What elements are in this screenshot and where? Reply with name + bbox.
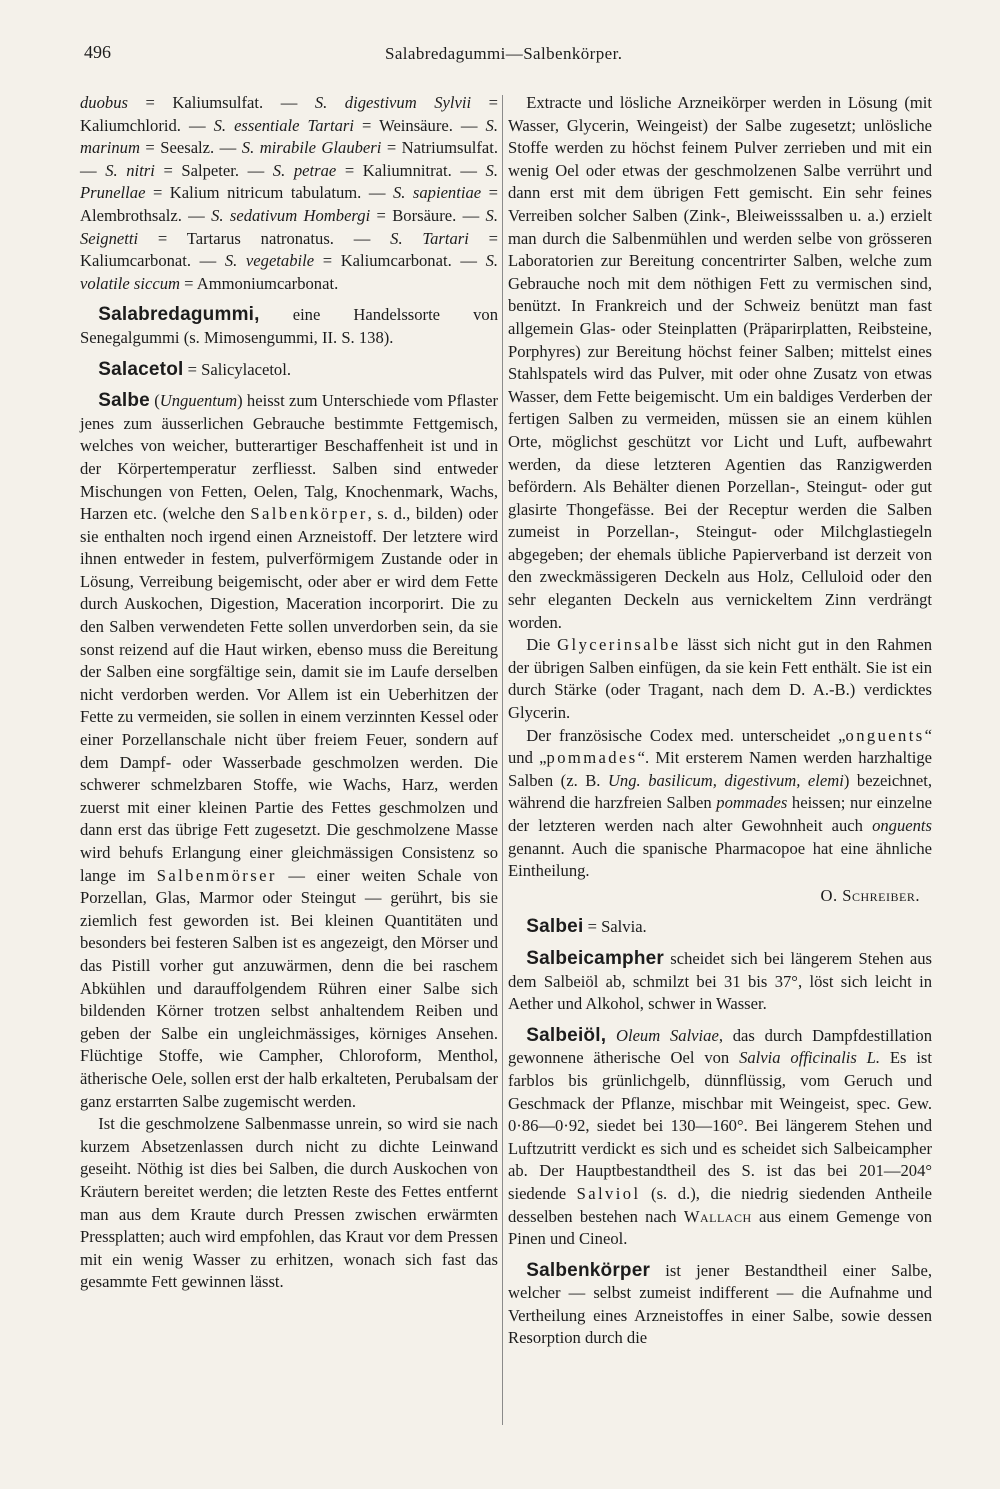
column-divider: [502, 95, 503, 1425]
author-signature: O. Schreiber.: [820, 885, 920, 905]
headword-salbei: Salbei: [526, 916, 584, 938]
salbe-continuation: Extracte und lösliche Arzneikörper werden in Lösung (mit Wasser, Glycerin, Weingeist) der Salbe zugesetzt; unlösliche Stoffe werden zu höchst feinem Pulver zerrieben und mit ein wenig Oel oder etwas der geschmolzenen Salbe verrührt und dann erst mit dem übrigen Fett gemischt. Ein sehr feines Verreiben solcher Salben (Zink-, Bleiweisssalben u. a.) erzielt man durch die Salbenmühlen und werden selbe von grösseren Laboratorien zur Bereitung concentrirter Salben, welche zum Gebrauche noch mit dem nöthigen Fett zu vermischen sind, benützt. In Frankreich und der Schweiz benützt man fast allgemein Glas- oder Steinplatten (Präparirplatten, Reibsteine, Porphyres) zur Bereitung höchst feiner Salben; mittelst eines Stahlspatels wird das Pulver, mit oder ohne Zusatz von etwas Wasser, dem Fette beigemischt. Um ein baldiges Verderben der fertigen Salben zu vermeiden, müssen sie an einem kühlen Orte, möglichst geschützt vor Licht und Luft, aufbewahrt werden, da diese letzteren Agentien das Ranzigwerden befördern. Als Behälter dienen Porzellan-, Steingut- oder gut glasirte Thongefässe. Bei der Receptur werden die Salben zumeist in Porzellan-, Steingut- oder Milchglastiegeln abgegeben; der ehemals übliche Papierverband ist derzeit von den zweckmässigeren Deckeln aus Holz, Celluloid oder den sehr eleganten Deckeln aus vernickeltem Zinn verdrängt worden.: [508, 93, 932, 632]
salbe-paragraph-2: Ist die geschmolzene Salbenmasse unrein, so wird sie nach kurzem Absetzenlassen durch nicht zu dichte Leinwand geseiht. Nöthig ist dies bei Salben, die durch Auskochen von Kräutern bereitet werden; die letzten Reste des Fettes entfernt man aus dem Kraute durch Pressen zwischen erwärmten Pressplatten; auch wird empfohlen, das Kraut vor dem Pressen mit ein wenig Wasser zu erhitzen, wonach sich fast das gesammte Fett gewinnen lässt.: [80, 1114, 498, 1292]
headword-salbeioel: Salbeiöl,: [526, 1024, 607, 1046]
headword-salbeicampher: Salbeicampher: [526, 947, 665, 969]
page-number: 496: [84, 42, 111, 62]
entry-salabredagummi: Salabredagummi, eine Handelssorte von Senegalgummi (s. Mimosengummi, II. S. 138).: [80, 304, 498, 347]
entry-salacetol: Salacetol = Salicylacetol.: [98, 358, 291, 380]
headword-salbenkoerper: Salbenkörper: [526, 1259, 651, 1281]
entry-salbenkoerper: Salbenkörper ist jener Bestandtheil einer Salbe, welcher — selbst zumeist indifferent — die Aufnahme und Vertheilung eines Arzneistoffes in einer Salbe, sowie dessen Resorption durch die: [508, 1259, 932, 1348]
entry-salbe: Salbe (Unguentum) heisst zum Unterschiede vom Pflaster jenes zum äusserlichen Gebrauche bestimmte Fettgemisch, welches von weicher, butterartiger Beschaffenheit ist und in der Körpertemperatur zerfliesst. Salben sind entweder Mischungen von Fetten, Oelen, Talg, Knochenmark, Wachs, Harzen etc. (welche den Salbenkörper, s. d., bilden) oder sie enthalten noch irgend einen Arzneistoff. Der letztere wird ihnen entweder in festem, pulverförmigem Zustande oder in Lösung, Verreibung beigemischt, oder aber er wird dem Fette durch Auskochen, Digestion, Maceration incorporirt. Die zu den Salben verwendeten Fette sollen unverdorben sein, da sie sonst reizend auf die Haut wirken, ebenso muss die Bereitung der Salben eine sorgfältige sein, damit sie im Laufe derselben nicht verdorben werden. Vor Allem ist ein Ueberhitzen der Fette zu vermeiden, sie sollen in einem verzinnten Kessel oder einer Porzellanschale nicht über freiem Feuer, sondern auf dem Dampf- oder Wasserbade geschmolzen werden. Die schwerer schmelzbaren Stoffe, wie Wachs, Harz, werden zuerst mit einer kleinen Partie des Fettes geschmolzen und dann erst das übrige Fett zugesetzt. Die geschmolzene Masse wird behufs Erlangung einer gleichmässigen Consistenz so lange im Salbenmörser — einer weiten Schale von Porzellan, Glas, Marmor oder Steingut — gerührt, bis sie ziemlich fest geworden ist. Bei kleinen Quantitäten und besonders bei festeren Salben ist es angezeigt, den Mörser und das Pistill vorher gut anzuwärmen, denn die bei raschem Abkühlen und darauffolgendem Rühren einer Salbe sich bildenden Körner trotzen selbst anhaltendem Reiben und geben der Salbe ein ungleichmässiges, körniges Ansehen. Flüchtige Stoffe, wie Campher, Chloroform, Menthol, ätherische Oele, sollen erst der halb erkalteten, Perubalsam der ganz erstarrten Salbe zugemischt werden.: [80, 390, 499, 1111]
headword-salabredagummi: Salabredagummi,: [98, 304, 260, 326]
headword-salacetol: Salacetol: [98, 358, 184, 380]
codex-paragraph: Der französische Codex med. unterscheidet „onguents“ und „pommades“. Mit ersterem Namen werden harzhaltige Salben (z. B. Ung. basilicum, digestivum, elemi) bezeichnet, während die harzfreien Salben pommades heissen; nur einzelne der letzteren werden nach alter Gewohnheit auch onguents genannt. Auch die spanische Pharmacopoe hat eine ähnliche Eintheilung.: [508, 725, 933, 881]
running-head: Salabredagummi—Salbenkörper.: [385, 44, 623, 63]
left-column: [80, 92, 498, 1294]
entry-salbeicampher: Salbeicampher scheidet sich bei längerem Stehen aus dem Salbeiöl ab, schmilzt bei 31 bis 37°, löst sich leicht in Aether und Alkohol, schwer in Wasser.: [508, 947, 932, 1014]
right-column: [508, 92, 932, 1350]
intro-continuation: duobus = Kaliumsulfat. — S. digestivum Sylvii = Kaliumchlorid. — S. essentiale Tartari = Weinsäure. — S. marinum = Seesalz. — S. mirabile Glauberi = Natriumsulfat. — S. nitri = Salpeter. — S. petrae = Kaliumnitrat. — S. Prunellae = Kalium nitricum tabulatum. — S. sapientiae = Alembrothsalz. — S. sedativum Hombergi = Borsäure. — S. Seignetti = Tartarus natronatus. — S. Tartari = Kaliumcarbonat. — S. vegetabile = Kaliumcarbonat. — S. volatile siccum = Ammoniumcarbonat.: [80, 93, 499, 293]
glycerinsalbe-paragraph: Die Glycerinsalbe lässt sich nicht gut in den Rahmen der übrigen Salben einfügen, da sie kein Fett enthält. Sie ist ein durch Stärke (oder Tragant, nach dem D. A.-B.) verdicktes Glycerin.: [508, 635, 932, 723]
entry-salbei: Salbei = Salvia.: [526, 916, 647, 938]
entry-salbeioel: Salbeiöl, Oleum Salviae, das durch Dampfdestillation gewonnene ätherische Oel von Salvia officinalis L. Es ist farblos bis grünlichgelb, dünnflüssig, vom Geruch und Geschmack der Pflanze, mischbar mit Weingeist, spec. Gew. 0·86—0·92, siedet bei 130—160°. Bei längerem Stehen und Luftzutritt verdickt es sich und es scheidet sich Salbeicampher ab. Der Hauptbestandtheil des S. ist das bei 201—204° siedende Salviol (s. d.), die niedrig siedenden Antheile desselben bestehen nach Wallach aus einem Gemenge von Pinen und Cineol.: [508, 1024, 933, 1249]
headword-salbe: Salbe: [98, 390, 150, 412]
